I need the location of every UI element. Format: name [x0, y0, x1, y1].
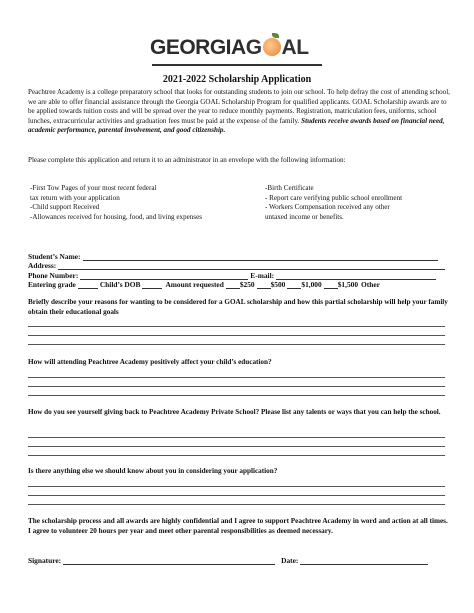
amount-250-check[interactable]: [226, 282, 240, 289]
phone-label: Phone Number:: [28, 270, 79, 280]
instructions-text: Please complete this application and return it to an administrator in an envelope with the following information:: [28, 156, 346, 164]
amount-1500-check[interactable]: [324, 282, 338, 289]
logo-goal-g: G: [245, 36, 262, 59]
answer-line[interactable]: [28, 386, 445, 387]
requirement-item: - Report care verifying public school enrollment: [265, 193, 403, 202]
childs-dob-field[interactable]: [142, 282, 162, 289]
answer-line[interactable]: [28, 455, 445, 456]
date-field[interactable]: [300, 558, 428, 565]
entering-grade-field[interactable]: [78, 282, 98, 289]
amount-other-label: Other: [361, 280, 380, 289]
requirement-item: -Child support Received: [30, 203, 100, 212]
logo-goal-rest: AL: [281, 36, 309, 59]
date-label: Date:: [281, 556, 299, 565]
phone-field[interactable]: [80, 273, 248, 280]
email-field[interactable]: [276, 273, 436, 280]
answer-line[interactable]: [28, 395, 445, 396]
answer-line[interactable]: [28, 326, 445, 327]
intro-emphasis: Students receive awards based on financial need, academic performance, parental involvement, and good citizenship.: [28, 116, 445, 135]
requirement-item: -Allowances received for housing, food, and living expenses: [30, 212, 202, 221]
amount-1000-label: $1,000: [301, 280, 322, 289]
amount-250-label: $250: [239, 280, 255, 289]
requirement-item: -First Tow Pages of your most recent federal: [30, 184, 157, 192]
students-name-label: Student’s Name:: [28, 251, 81, 261]
signature-row: [28, 556, 448, 565]
page-title: 2021-2022 Scholarship Application: [162, 74, 312, 85]
requirement-item: - Workers Compensation received any other: [265, 203, 390, 212]
applicant-info-form: [28, 251, 448, 289]
address-field[interactable]: [58, 263, 445, 270]
signature-label: Signature:: [28, 556, 62, 565]
amount-requested-label: Amount requested: [165, 280, 224, 289]
entering-grade-label: Entering grade: [28, 280, 76, 289]
requirement-item: untaxed income or benefits.: [265, 212, 344, 221]
requirements-left: [30, 184, 250, 222]
intro-body: Peachtree Academy is a college preparatory school that looks for outstanding students to join our school. To help defray the cost of attending school, we are able to offer financial assistance through the Georgia GOAL Scholarship Program for qualified applicants. GOAL Scholarship awards are to be applied towards tuition costs and will be spread over the year to reduce monthly payments. Registration, matriculation fees, uniforms, school lunches, extracurricular activities and graduation fees must be paid at the expense of the family.: [28, 88, 450, 125]
answer-line[interactable]: [28, 377, 445, 378]
agreement-statement: The scholarship process and all awards are highly confidential and I agree to support Peachtree Academy in word and action at all times. I agree to volunteer 20 hours per year and meet other parental responsibilities as deemed necessary.: [28, 517, 448, 535]
grade-amount-row: [28, 280, 448, 290]
requirements-right: [265, 184, 455, 222]
logo-text: [150, 36, 309, 60]
address-row: [28, 261, 448, 271]
amount-1000-check[interactable]: [287, 282, 301, 289]
answer-line[interactable]: [28, 437, 445, 438]
question-education-effect: How will attending Peachtree Academy positively affect your child’s education?: [28, 358, 272, 366]
answer-line[interactable]: [28, 486, 445, 487]
students-name-row: [28, 251, 448, 261]
answer-line[interactable]: [28, 446, 445, 447]
address-label: Address:: [28, 261, 57, 270]
email-label: E-mail:: [250, 270, 275, 280]
intro-paragraph: [28, 88, 452, 136]
answer-line[interactable]: [28, 344, 445, 345]
requirement-item: tax return with your application: [30, 193, 120, 202]
logo-underline: [152, 64, 322, 66]
amount-1500-label: $1,500: [337, 280, 359, 289]
question-anything-else: Is there anything else we should know about you in considering your application?: [28, 467, 278, 475]
phone-email-row: [28, 270, 448, 280]
question-reasons: Briefly describe your reasons for wanting to be considered for a GOAL scholarship and how this partial scholarship will help your family obtain their educational goals: [28, 298, 448, 316]
amount-500-check[interactable]: [257, 282, 271, 289]
childs-dob-label: Child’s DOB: [99, 280, 141, 289]
signature-field[interactable]: [63, 558, 275, 565]
georgia-goal-logo: [150, 30, 326, 70]
students-name-field[interactable]: [83, 254, 438, 261]
requirement-item: -Birth Certificate: [265, 184, 314, 192]
answer-line[interactable]: [28, 335, 445, 336]
leaf-icon: [272, 33, 279, 38]
answer-line[interactable]: [28, 495, 445, 496]
answer-line[interactable]: [28, 504, 445, 505]
peach-icon: [263, 38, 281, 56]
question-giving-back: How do you see yourself giving back to Peachtree Academy Private School? Please list any talents or ways that you can help the school.: [28, 408, 441, 416]
amount-500-label: $500: [270, 280, 286, 289]
logo-georgia-text: GEORGIA: [150, 36, 246, 59]
